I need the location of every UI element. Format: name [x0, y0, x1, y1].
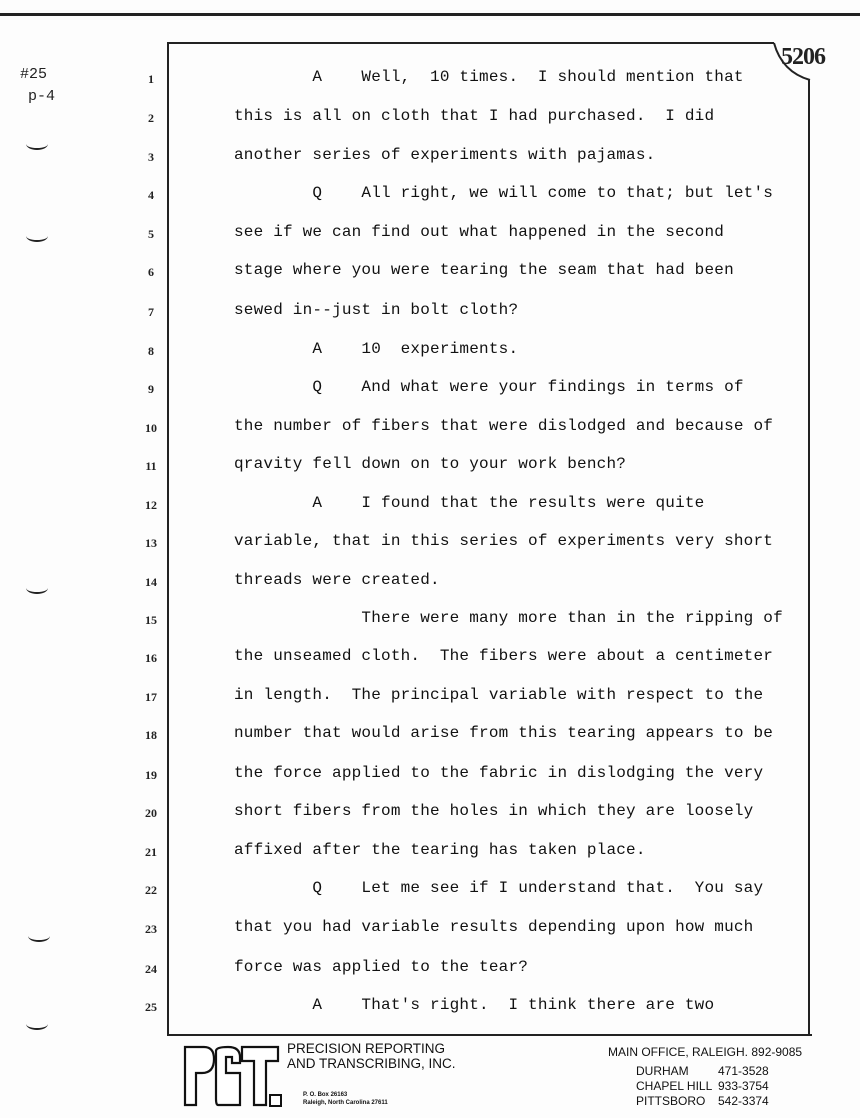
- line-number: 16: [145, 651, 157, 665]
- transcript-line: the unseamed cloth. The fibers were about a centimeter: [234, 647, 774, 665]
- line-number: 14: [145, 575, 157, 589]
- office-city: DURHAM: [636, 1064, 689, 1078]
- office-phone: 471-3528: [718, 1064, 769, 1078]
- transcript-line: that you had variable results depending upon how much: [234, 918, 754, 936]
- transcript-line: stage where you were tearing the seam that had been: [234, 261, 734, 279]
- address-line2: Raleigh, North Carolina 27611: [303, 1100, 388, 1106]
- transcript-line: the force applied to the fabric in dislodging the very: [234, 764, 764, 782]
- line-number: 21: [145, 845, 157, 859]
- transcript-line: Q And what were your findings in terms of: [234, 378, 744, 396]
- transcript-line: the number of fibers that were dislodged and because of: [234, 417, 774, 435]
- transcript-line: sewed in--just in bolt cloth?: [234, 301, 519, 319]
- transcript-line: see if we can find out what happened in the second: [234, 223, 725, 241]
- binder-hole-mark: [26, 582, 48, 594]
- transcript-line: number that would arise from this tearing appears to be: [234, 724, 774, 742]
- transcript-line: this is all on cloth that I had purchased. I did: [234, 107, 715, 125]
- line-number: 23: [145, 922, 157, 936]
- transcript-line: A 10 experiments.: [234, 340, 519, 358]
- transcript-line: in length. The principal variable with respect to the: [234, 686, 764, 704]
- top-rule: [0, 13, 860, 16]
- transcript-line: Q Let me see if I understand that. You say: [234, 879, 764, 897]
- transcript-line: another series of experiments with pajamas.: [234, 146, 656, 164]
- frame-right-edge: [808, 80, 810, 1035]
- office-city: PITTSBORO: [636, 1094, 706, 1108]
- transcript-line: variable, that in this series of experiments very short: [234, 532, 774, 550]
- page-ref-note: p-4: [28, 88, 56, 105]
- transcript-line: A That's right. I think there are two: [234, 996, 715, 1014]
- address-line1: P. O. Box 26163: [303, 1092, 348, 1098]
- office-phone: 933-3754: [718, 1079, 769, 1093]
- office-city: CHAPEL HILL: [636, 1079, 713, 1093]
- transcript-line: short fibers from the holes in which they are loosely: [234, 802, 754, 820]
- binder-hole-mark: [26, 230, 48, 242]
- firm-address: [303, 1091, 388, 1107]
- transcript-line: threads were created.: [234, 571, 440, 589]
- line-number: 6: [148, 265, 154, 279]
- line-number: 15: [145, 613, 157, 627]
- line-number: 17: [145, 690, 157, 704]
- line-number: 12: [145, 498, 157, 512]
- line-number: 25: [145, 1000, 157, 1014]
- binder-hole-mark: [26, 138, 48, 150]
- firm-name-line1: PRECISION REPORTING: [287, 1041, 446, 1056]
- office-phone: 542-3374: [718, 1094, 769, 1108]
- line-number: 5: [148, 227, 154, 241]
- transcript-line: A Well, 10 times. I should mention that: [234, 68, 744, 86]
- line-number: 10: [145, 421, 157, 435]
- binder-hole-mark: [26, 1018, 48, 1030]
- transcript-line: Q All right, we will come to that; but let's: [234, 184, 774, 202]
- line-number: 1: [148, 72, 154, 86]
- firm-name: [287, 1041, 456, 1071]
- line-number: 19: [145, 768, 157, 782]
- line-number: 3: [148, 150, 154, 164]
- line-number: 18: [145, 728, 157, 742]
- frame-top-edge: [167, 42, 774, 44]
- line-number: 11: [145, 459, 157, 473]
- transcript-line: force was applied to the tear?: [234, 958, 529, 976]
- page-number: 5206: [781, 44, 825, 70]
- line-number: 4: [148, 188, 154, 202]
- line-number: 24: [145, 962, 157, 976]
- transcript-line: affixed after the tearing has taken place.: [234, 841, 646, 859]
- line-number: 8: [148, 344, 154, 358]
- pt-logo: [182, 1043, 284, 1109]
- transcript-line: There were many more than in the ripping of: [234, 609, 783, 627]
- line-number: 22: [145, 883, 157, 897]
- line-number: 2: [148, 111, 154, 125]
- line-number: 13: [145, 536, 157, 550]
- exhibit-note: #25: [20, 66, 48, 83]
- binder-hole-mark: [28, 930, 50, 942]
- transcript-line: A I found that the results were quite: [234, 494, 705, 512]
- transcript-line: qravity fell down on to your work bench?: [234, 455, 627, 473]
- line-number: 7: [148, 305, 154, 319]
- line-number: 20: [145, 806, 157, 820]
- firm-name-line2: AND TRANSCRIBING, INC.: [287, 1056, 456, 1071]
- line-number: 9: [148, 382, 154, 396]
- main-office: MAIN OFFICE, RALEIGH. 892-9085: [608, 1045, 803, 1059]
